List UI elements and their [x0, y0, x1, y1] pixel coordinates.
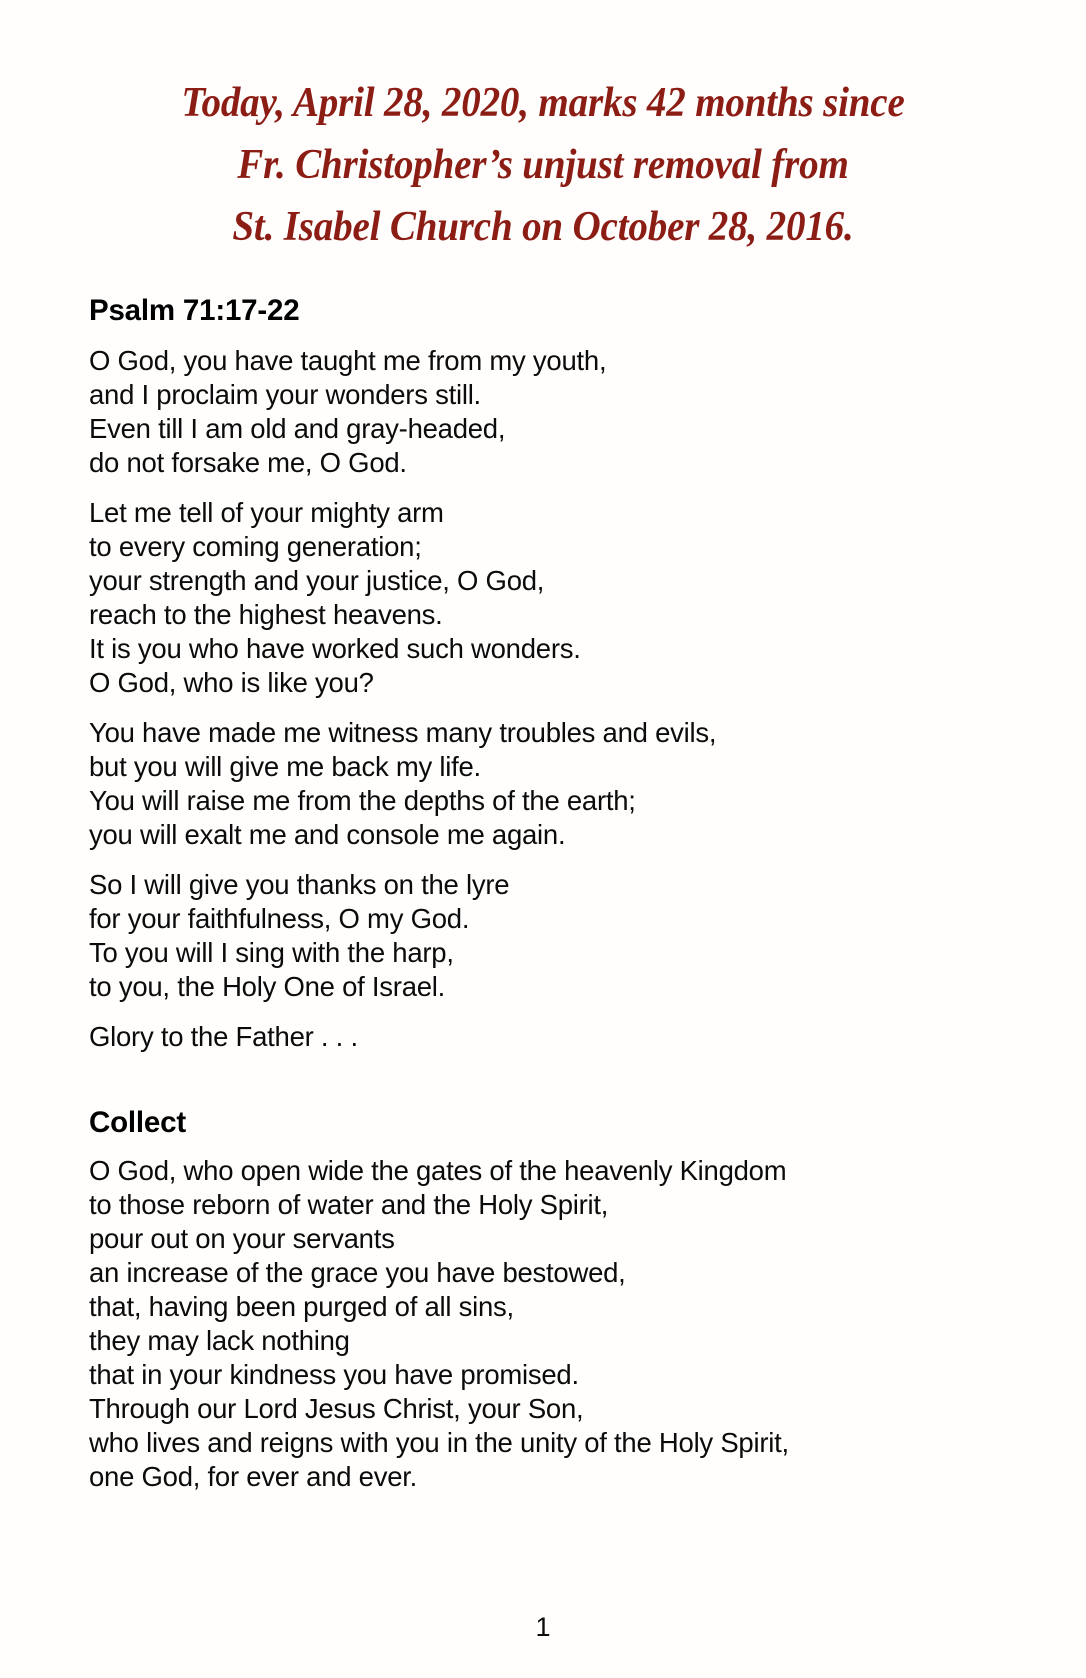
- psalm-line: to every coming generation;: [89, 531, 422, 562]
- psalm-line: you will exalt me and console me again.: [89, 819, 566, 850]
- collect-line: an increase of the grace you have bestowed,: [89, 1257, 626, 1288]
- psalm-line: To you will I sing with the harp,: [89, 937, 454, 968]
- psalm-line: your strength and your justice, O God,: [89, 565, 545, 596]
- collect-line: Through our Lord Jesus Christ, your Son,: [89, 1393, 584, 1424]
- collect-line: that, having been purged of all sins,: [89, 1291, 514, 1322]
- psalm-line: It is you who have worked such wonders.: [89, 633, 581, 664]
- banner-line-2: Fr. Christopher’s unjust removal from: [237, 142, 849, 188]
- collect-line: O God, who open wide the gates of the heavenly Kingdom: [89, 1155, 787, 1186]
- announcement-banner: [0, 0, 1086, 258]
- banner-line-1: Today, April 28, 2020, marks 42 months since: [181, 80, 905, 126]
- psalm-line: So I will give you thanks on the lyre: [89, 869, 510, 900]
- psalm-line: Let me tell of your mighty arm: [89, 497, 444, 528]
- collect-section: [89, 1106, 1008, 1494]
- doxology-line: Glory to the Father . . .: [89, 1021, 358, 1052]
- collect-line: to those reborn of water and the Holy Spirit,: [89, 1189, 609, 1220]
- psalm-section: [89, 294, 1008, 1054]
- psalm-line: but you will give me back my life.: [89, 751, 481, 782]
- collect-body: [89, 1154, 1008, 1494]
- collect-line: who lives and reigns with you in the unity of the Holy Spirit,: [89, 1427, 789, 1458]
- psalm-line: You will raise me from the depths of the earth;: [89, 785, 636, 816]
- psalm-line: do not forsake me, O God.: [89, 447, 407, 478]
- psalm-stanza: [89, 716, 1008, 852]
- section-spacer: [89, 1054, 1008, 1106]
- psalm-stanza: [89, 868, 1008, 1004]
- psalm-line: to you, the Holy One of Israel.: [89, 971, 446, 1002]
- collect-line: that in your kindness you have promised.: [89, 1359, 579, 1390]
- psalm-line: Even till I am old and gray-headed,: [89, 413, 506, 444]
- collect-line: pour out on your servants: [89, 1223, 395, 1254]
- collect-line: one God, for ever and ever.: [89, 1461, 418, 1492]
- document-content: [0, 294, 1086, 1494]
- psalm-line: for your faithfulness, O my God.: [89, 903, 470, 934]
- psalm-line: O God, you have taught me from my youth,: [89, 345, 607, 376]
- doxology-stanza: [89, 1020, 1008, 1054]
- psalm-stanza: [89, 496, 1008, 700]
- psalm-line: and I proclaim your wonders still.: [89, 379, 481, 410]
- collect-line: they may lack nothing: [89, 1325, 350, 1356]
- page-number: 1: [535, 1612, 551, 1642]
- psalm-heading: Psalm 71:17-22: [89, 294, 300, 327]
- banner-line-3: St. Isabel Church on October 28, 2016.: [232, 204, 854, 250]
- psalm-line: O God, who is like you?: [89, 667, 374, 698]
- psalm-stanza: [89, 344, 1008, 480]
- psalm-line: You have made me witness many troubles and evils,: [89, 717, 717, 748]
- psalm-line: reach to the highest heavens.: [89, 599, 443, 630]
- collect-heading: Collect: [89, 1106, 186, 1139]
